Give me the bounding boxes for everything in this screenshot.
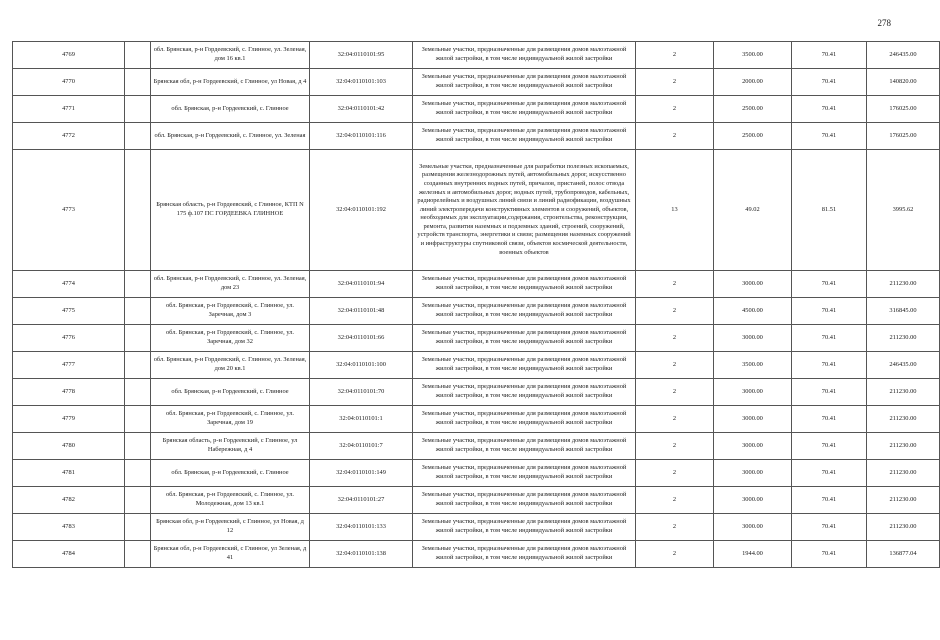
land-purpose-cell-text: Земельные участки, предназначенные для размещения домов малоэтажной жилой застройки, в том числе индивидуальной жилой застройки	[421, 275, 627, 291]
address-cell-text: обл. Брянская, р-н Гордеевский, с. Глинное, ул. Зеленая	[154, 131, 306, 139]
land-purpose-cell	[413, 298, 636, 325]
cadastral-number-cell	[310, 406, 413, 433]
group-cell	[636, 271, 714, 298]
address-cell	[151, 352, 310, 379]
area-cell-text: 2500.00	[742, 104, 763, 112]
group-cell-text: 2	[672, 522, 677, 530]
group-cell	[636, 123, 714, 150]
area-cell	[714, 433, 792, 460]
rate-cell	[792, 460, 867, 487]
rate-cell-text: 70.41	[821, 387, 837, 395]
area-cell-text: 3000.00	[742, 333, 763, 341]
area-cell-text: 3000.00	[742, 387, 763, 395]
address-cell-text: Брянская обл, р-н Гордеевский, с Глинное, ул Новая, д 4	[153, 77, 307, 85]
row-number-text: 4777	[62, 360, 75, 368]
area-cell-text: 1944.00	[742, 549, 763, 557]
cadastral-number-cell-text: 32:04:0110101:133	[336, 522, 386, 530]
address-cell	[151, 42, 310, 69]
empty-cell	[125, 325, 151, 352]
empty-cell	[125, 271, 151, 298]
value-cell-text: 246435.00	[889, 360, 917, 368]
cadastral-number-cell	[310, 123, 413, 150]
land-purpose-cell	[413, 514, 636, 541]
land-purpose-cell	[413, 42, 636, 69]
rate-cell	[792, 541, 867, 568]
group-cell	[636, 487, 714, 514]
land-purpose-cell	[413, 352, 636, 379]
address-cell-text: обл. Брянская, р-н Гордеевский, с. Глинное, ул. Заречная, дом 3	[165, 302, 295, 318]
group-cell-text: 2	[672, 549, 677, 557]
address-cell	[151, 433, 310, 460]
land-purpose-cell-text: Земельные участки, предназначенные для размещения домов малоэтажной жилой застройки, в том числе индивидуальной жилой застройки	[421, 545, 627, 561]
group-cell	[636, 150, 714, 271]
group-cell-text: 13	[671, 205, 678, 213]
value-cell-text: 211230.00	[889, 414, 917, 422]
land-purpose-cell-text: Земельные участки, предназначенные для размещения домов малоэтажной жилой застройки, в том числе индивидуальной жилой застройки	[421, 127, 627, 143]
area-cell-text: 3500.00	[742, 360, 763, 368]
land-purpose-cell	[413, 487, 636, 514]
value-cell-text: 211230.00	[889, 468, 917, 476]
value-cell	[867, 325, 940, 352]
cadastral-number-cell-text: 32:04:0110101:70	[337, 387, 385, 395]
cadastral-number-cell-text: 32:04:0110101:48	[337, 306, 385, 314]
cadastral-number-cell-text: 32:04:0110101:192	[336, 205, 386, 213]
value-cell-text: 246435.00	[889, 50, 917, 58]
empty-cell	[125, 379, 151, 406]
area-cell	[714, 150, 792, 271]
address-cell	[151, 325, 310, 352]
row-number-text: 4776	[62, 333, 75, 341]
row-number	[13, 69, 125, 96]
address-cell-text: Брянская область, р-н Гордеевский, с Глинное, КТП N 175 ф.107 ПС ГОРДЕЕВКА ГЛИННОЕ	[156, 201, 304, 217]
rate-cell	[792, 298, 867, 325]
row-number	[13, 541, 125, 568]
address-cell	[151, 460, 310, 487]
land-valuation-table	[12, 41, 940, 568]
land-purpose-cell	[413, 150, 636, 271]
group-cell-text: 2	[672, 468, 677, 476]
rate-cell	[792, 325, 867, 352]
empty-cell	[125, 150, 151, 271]
area-cell-text: 2000.00	[742, 77, 763, 85]
row-number	[13, 460, 125, 487]
address-cell	[151, 406, 310, 433]
cadastral-number-cell-text: 32:04:0110101:94	[337, 279, 385, 287]
rate-cell-text: 70.41	[821, 50, 837, 58]
empty-cell	[125, 69, 151, 96]
address-cell-text: обл. Брянская, р-н Гордеевский, с. Глинное	[171, 387, 289, 395]
cadastral-number-cell	[310, 433, 413, 460]
table-row	[13, 541, 940, 568]
table-body	[13, 42, 940, 568]
rate-cell-text: 70.41	[821, 522, 837, 530]
group-cell	[636, 379, 714, 406]
rate-cell-text: 70.41	[821, 131, 837, 139]
address-cell	[151, 123, 310, 150]
value-cell	[867, 460, 940, 487]
land-purpose-cell	[413, 325, 636, 352]
area-cell	[714, 123, 792, 150]
rate-cell-text: 70.41	[821, 77, 837, 85]
land-purpose-cell	[413, 541, 636, 568]
rate-cell	[792, 406, 867, 433]
rate-cell-text: 70.41	[821, 306, 837, 314]
area-cell	[714, 42, 792, 69]
address-cell	[151, 487, 310, 514]
value-cell	[867, 514, 940, 541]
table-row	[13, 433, 940, 460]
land-purpose-cell-text: Земельные участки, предназначенные для размещения домов малоэтажной жилой застройки, в том числе индивидуальной жилой застройки	[421, 464, 627, 480]
cadastral-number-cell	[310, 96, 413, 123]
value-cell-text: 316845.00	[889, 306, 917, 314]
value-cell-text: 140820.00	[889, 77, 917, 85]
cadastral-number-cell	[310, 69, 413, 96]
row-number	[13, 42, 125, 69]
page-number: 278	[877, 18, 891, 28]
row-number-text: 4775	[62, 306, 75, 314]
cadastral-number-cell	[310, 487, 413, 514]
area-cell	[714, 379, 792, 406]
row-number-text: 4780	[62, 441, 75, 449]
cadastral-number-cell	[310, 298, 413, 325]
table-row	[13, 123, 940, 150]
rate-cell	[792, 42, 867, 69]
rate-cell	[792, 96, 867, 123]
value-cell	[867, 271, 940, 298]
value-cell	[867, 123, 940, 150]
cadastral-number-cell-text: 32:04:0110101:149	[336, 468, 386, 476]
land-purpose-cell-text: Земельные участки, предназначенные для разработки полезных ископаемых, размещения железнодорожных путей, автомобильных дорог, искусственно созданных внутренних водных путей, причалов, пристаней, полос отвода железных и автомобильных дорог, водных путей, трубопроводов, кабельных, радиорелейных и воздушных линий связи и линий радиофикации, воздушных линий электропередачи конструктивных элементов и сооружений, объектов, необходимых для эксплуатации,содержания, строительства, реконструкции, ремонта, развития наземных и подземных зданий, строений, сооружений, устройств транспорта, энергетики и связи; размещения наземных сооружений и инфраструктуры спутниковой связи, объектов космической деятельности, военных объектов	[417, 162, 631, 256]
address-cell-text: обл. Брянская, р-н Гордеевский, с. Глинное, ул. Молодежная, дом 13 кв.1	[165, 491, 295, 507]
area-cell	[714, 514, 792, 541]
cadastral-number-cell	[310, 150, 413, 271]
cadastral-number-cell	[310, 514, 413, 541]
value-cell-text: 211230.00	[889, 495, 917, 503]
empty-cell	[125, 123, 151, 150]
row-number	[13, 96, 125, 123]
empty-cell	[125, 433, 151, 460]
value-cell-text: 211230.00	[889, 333, 917, 341]
row-number-text: 4774	[62, 279, 75, 287]
cadastral-number-cell-text: 32:04:0110101:27	[337, 495, 385, 503]
value-cell	[867, 379, 940, 406]
cadastral-number-cell	[310, 42, 413, 69]
row-number	[13, 352, 125, 379]
row-number-text: 4771	[62, 104, 75, 112]
group-cell	[636, 352, 714, 379]
rate-cell-text: 70.41	[821, 333, 837, 341]
row-number	[13, 271, 125, 298]
area-cell-text: 4500.00	[742, 306, 763, 314]
empty-cell	[125, 541, 151, 568]
address-cell	[151, 271, 310, 298]
group-cell-text: 2	[672, 50, 677, 58]
value-cell-text: 136877.04	[889, 549, 917, 557]
cadastral-number-cell-text: 32:04:0110101:116	[336, 131, 386, 139]
value-cell	[867, 487, 940, 514]
rate-cell-text: 70.41	[821, 104, 837, 112]
empty-cell	[125, 298, 151, 325]
address-cell-text: Брянская обл, р-н Гордеевский, с Глинное, ул Новая, д 12	[156, 518, 304, 534]
value-cell	[867, 352, 940, 379]
row-number	[13, 487, 125, 514]
value-cell-text: 211230.00	[889, 387, 917, 395]
value-cell-text: 176025.00	[889, 131, 917, 139]
address-cell	[151, 96, 310, 123]
group-cell	[636, 69, 714, 96]
table-row	[13, 487, 940, 514]
value-cell	[867, 96, 940, 123]
value-cell-text: 3995.62	[892, 205, 914, 213]
cadastral-number-cell-text: 32:04:0110101:95	[337, 50, 385, 58]
row-number	[13, 379, 125, 406]
group-cell	[636, 42, 714, 69]
land-purpose-cell	[413, 271, 636, 298]
area-cell-text: 2500.00	[742, 131, 763, 139]
area-cell-text: 3500.00	[742, 50, 763, 58]
group-cell-text: 2	[672, 306, 677, 314]
land-purpose-cell-text: Земельные участки, предназначенные для размещения домов малоэтажной жилой застройки, в том числе индивидуальной жилой застройки	[421, 329, 627, 345]
row-number-text: 4783	[62, 522, 75, 530]
land-purpose-cell	[413, 406, 636, 433]
rate-cell-text: 70.41	[821, 549, 837, 557]
area-cell	[714, 325, 792, 352]
value-cell	[867, 298, 940, 325]
value-cell	[867, 42, 940, 69]
rate-cell-text: 70.41	[821, 495, 837, 503]
land-purpose-cell-text: Земельные участки, предназначенные для размещения домов малоэтажной жилой застройки, в том числе индивидуальной жилой застройки	[421, 302, 627, 318]
group-cell-text: 2	[672, 441, 677, 449]
group-cell-text: 2	[672, 77, 677, 85]
address-cell	[151, 298, 310, 325]
row-number-text: 4772	[62, 131, 75, 139]
land-purpose-cell-text: Земельные участки, предназначенные для размещения домов малоэтажной жилой застройки, в том числе индивидуальной жилой застройки	[421, 73, 627, 89]
group-cell	[636, 460, 714, 487]
area-cell	[714, 96, 792, 123]
empty-cell	[125, 42, 151, 69]
land-purpose-cell	[413, 69, 636, 96]
group-cell	[636, 406, 714, 433]
area-cell-text: 3000.00	[742, 468, 763, 476]
group-cell-text: 2	[672, 104, 677, 112]
address-cell-text: Брянская обл, р-н Гордеевский, с Глинное, ул Зеленая, д 41	[153, 545, 307, 561]
empty-cell	[125, 487, 151, 514]
empty-cell	[125, 514, 151, 541]
empty-cell	[125, 96, 151, 123]
cadastral-number-cell-text: 32:04:0110101:7	[339, 441, 383, 449]
land-purpose-cell-text: Земельные участки, предназначенные для размещения домов малоэтажной жилой застройки, в том числе индивидуальной жилой застройки	[421, 46, 627, 62]
address-cell-text: обл. Брянская, р-н Гордеевский, с. Глинное, ул. Зеленая, дом 20 кв.1	[153, 356, 307, 372]
address-cell-text: обл. Брянская, р-н Гордеевский, с. Глинное	[171, 468, 289, 476]
cadastral-number-cell-text: 32:04:0110101:42	[337, 104, 385, 112]
row-number-text: 4773	[62, 205, 75, 213]
area-cell-text: 49.02	[745, 205, 760, 213]
empty-cell	[125, 460, 151, 487]
row-number	[13, 123, 125, 150]
area-cell-text: 3000.00	[742, 279, 763, 287]
row-number-text: 4784	[62, 549, 75, 557]
row-number	[13, 406, 125, 433]
address-cell-text: обл. Брянская, р-н Гордеевский, с. Глинное, ул. Заречная, дом 32	[165, 329, 295, 345]
table-row	[13, 69, 940, 96]
row-number-text: 4769	[62, 50, 75, 58]
area-cell	[714, 271, 792, 298]
cadastral-number-cell-text: 32:04:0110101:103	[336, 77, 386, 85]
cadastral-number-cell	[310, 352, 413, 379]
land-purpose-cell	[413, 96, 636, 123]
address-cell-text: обл. Брянская, р-н Гордеевский, с. Глинное, ул. Зеленая, дом 16 кв.1	[153, 46, 307, 62]
address-cell-text: обл. Брянская, р-н Гордеевский, с. Глинное	[171, 104, 289, 112]
group-cell-text: 2	[672, 131, 677, 139]
table-row	[13, 352, 940, 379]
address-cell	[151, 69, 310, 96]
rate-cell	[792, 123, 867, 150]
value-cell-text: 211230.00	[889, 441, 917, 449]
group-cell-text: 2	[672, 414, 677, 422]
cadastral-number-cell-text: 32:04:0110101:66	[337, 333, 385, 341]
address-cell-text: обл. Брянская, р-н Гордеевский, с. Глинное, ул. Заречная, дом 19	[165, 410, 295, 426]
address-cell-text: обл. Брянская, р-н Гордеевский, с. Глинное, ул. Зеленая, дом 23	[153, 275, 307, 291]
area-cell	[714, 460, 792, 487]
address-cell	[151, 379, 310, 406]
land-purpose-cell-text: Земельные участки, предназначенные для размещения домов малоэтажной жилой застройки, в том числе индивидуальной жилой застройки	[421, 491, 627, 507]
land-purpose-cell	[413, 433, 636, 460]
value-cell-text: 176025.00	[889, 104, 917, 112]
table-row	[13, 298, 940, 325]
cadastral-number-cell	[310, 271, 413, 298]
rate-cell	[792, 487, 867, 514]
table-row	[13, 271, 940, 298]
land-purpose-cell	[413, 379, 636, 406]
value-cell	[867, 150, 940, 271]
table-row	[13, 379, 940, 406]
value-cell-text: 211230.00	[889, 279, 917, 287]
rate-cell	[792, 69, 867, 96]
area-cell	[714, 487, 792, 514]
group-cell-text: 2	[672, 495, 677, 503]
group-cell	[636, 514, 714, 541]
rate-cell-text: 70.41	[821, 414, 837, 422]
land-purpose-cell-text: Земельные участки, предназначенные для размещения домов малоэтажной жилой застройки, в том числе индивидуальной жилой застройки	[421, 100, 627, 116]
rate-cell-text: 70.41	[821, 468, 837, 476]
table-row	[13, 96, 940, 123]
rate-cell-text: 81.51	[821, 205, 837, 213]
rate-cell	[792, 271, 867, 298]
group-cell	[636, 298, 714, 325]
group-cell-text: 2	[672, 333, 677, 341]
value-cell	[867, 69, 940, 96]
cadastral-number-cell	[310, 460, 413, 487]
rate-cell	[792, 433, 867, 460]
row-number	[13, 325, 125, 352]
empty-cell	[125, 406, 151, 433]
rate-cell-text: 70.41	[821, 441, 837, 449]
rate-cell	[792, 150, 867, 271]
row-number-text: 4779	[62, 414, 75, 422]
group-cell	[636, 433, 714, 460]
address-cell	[151, 541, 310, 568]
table-row	[13, 325, 940, 352]
table-row	[13, 150, 940, 271]
row-number-text: 4781	[62, 468, 75, 476]
land-purpose-cell-text: Земельные участки, предназначенные для размещения домов малоэтажной жилой застройки, в том числе индивидуальной жилой застройки	[421, 518, 627, 534]
table-row	[13, 406, 940, 433]
address-cell-text: Брянская область, р-н Гордеевский, с Глинное, ул Набережная, д 4	[162, 437, 298, 453]
row-number-text: 4778	[62, 387, 75, 395]
land-purpose-cell-text: Земельные участки, предназначенные для размещения домов малоэтажной жилой застройки, в том числе индивидуальной жилой застройки	[421, 437, 627, 453]
value-cell	[867, 406, 940, 433]
rate-cell	[792, 379, 867, 406]
cadastral-number-cell-text: 32:04:0110101:1	[339, 414, 383, 422]
row-number	[13, 433, 125, 460]
area-cell-text: 3000.00	[742, 441, 763, 449]
area-cell	[714, 69, 792, 96]
value-cell	[867, 541, 940, 568]
row-number	[13, 150, 125, 271]
address-cell	[151, 514, 310, 541]
land-purpose-cell-text: Земельные участки, предназначенные для размещения домов малоэтажной жилой застройки, в том числе индивидуальной жилой застройки	[421, 356, 627, 372]
cadastral-number-cell-text: 32:04:0110101:138	[336, 549, 386, 557]
group-cell	[636, 325, 714, 352]
group-cell-text: 2	[672, 279, 677, 287]
area-cell	[714, 298, 792, 325]
group-cell-text: 2	[672, 360, 677, 368]
table-row	[13, 460, 940, 487]
row-number-text: 4770	[62, 77, 75, 85]
group-cell	[636, 96, 714, 123]
value-cell-text: 211230.00	[889, 522, 917, 530]
cadastral-number-cell	[310, 541, 413, 568]
area-cell	[714, 541, 792, 568]
cadastral-number-cell-text: 32:04:0110101:100	[336, 360, 386, 368]
land-purpose-cell	[413, 460, 636, 487]
cadastral-number-cell	[310, 379, 413, 406]
land-purpose-cell	[413, 123, 636, 150]
rate-cell	[792, 352, 867, 379]
area-cell	[714, 406, 792, 433]
row-number	[13, 298, 125, 325]
area-cell	[714, 352, 792, 379]
cadastral-number-cell	[310, 325, 413, 352]
land-purpose-cell-text: Земельные участки, предназначенные для размещения домов малоэтажной жилой застройки, в том числе индивидуальной жилой застройки	[421, 383, 627, 399]
rate-cell	[792, 514, 867, 541]
area-cell-text: 3000.00	[742, 495, 763, 503]
address-cell	[151, 150, 310, 271]
rate-cell-text: 70.41	[821, 360, 837, 368]
table-row	[13, 514, 940, 541]
area-cell-text: 3000.00	[742, 414, 763, 422]
rate-cell-text: 70.41	[821, 279, 837, 287]
table-row	[13, 42, 940, 69]
empty-cell	[125, 352, 151, 379]
row-number-text: 4782	[62, 495, 75, 503]
land-purpose-cell-text: Земельные участки, предназначенные для размещения домов малоэтажной жилой застройки, в том числе индивидуальной жилой застройки	[421, 410, 627, 426]
area-cell-text: 3000.00	[742, 522, 763, 530]
group-cell-text: 2	[672, 387, 677, 395]
group-cell	[636, 541, 714, 568]
row-number	[13, 514, 125, 541]
value-cell	[867, 433, 940, 460]
